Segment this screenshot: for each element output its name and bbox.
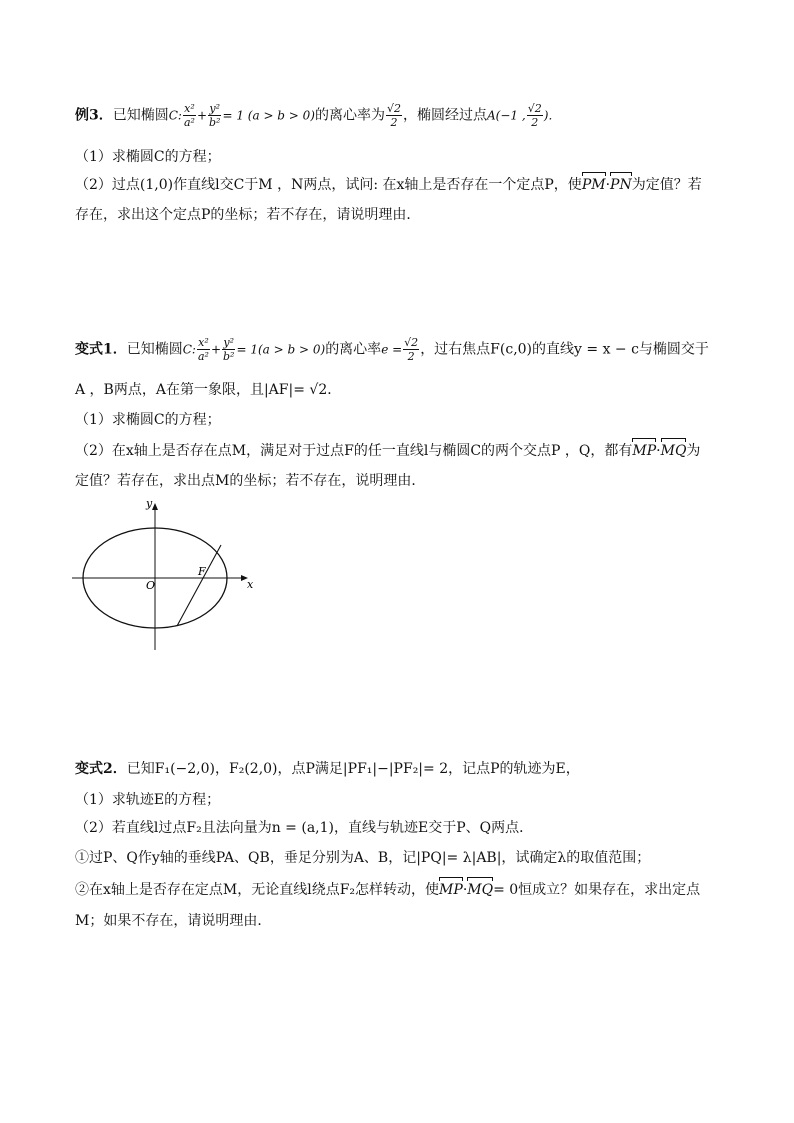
vector-mp: MP [632,443,657,459]
var1-question-2-cont: 定值？若存在，求出点M的坐标；若不存在，说明理由． [75,473,426,489]
var1-label: 变式1． [75,341,127,358]
ex3-statement: 例3．已知椭圆C: $\frac{\text{x²}}{\text{a²}}$ + $\frac{\text{y²}}{\text{b²}}$ = 1 (a > b > 0)的离心率为 $\frac{√2}{2}$ ，椭圆经过点A(−1 , $\frac{√2}{2}$ )． [75,102,561,129]
ex3-question-1: （1）求椭圆C的方程； [75,149,221,165]
ellipse-figure [70,497,260,655]
y-axis-label: y [146,497,153,510]
var2-label: 变式2． [75,761,127,777]
vector-mp: MP [439,882,463,898]
y-axis-arrow-icon [152,503,158,510]
var1-question-1: （1）求椭圆C的方程； [75,412,221,428]
vector-pm: PM [581,177,606,193]
frac-x2-a2: $\frac{\text{x²}}{\text{a²}}$ [183,102,195,129]
var1-line-2: A ，B两点，A在第一象限，且|AF|= √2． [75,382,342,398]
ex3-question-2: （2）过点(1,0)作直线l交C于M ，N两点，试问: 在x轴上是否存在一个定点P，使PM·PN为定值？若 [75,177,702,193]
ex3-question-2-cont: 存在，求出这个定点P的坐标；若不存在，请说明理由． [75,207,421,223]
frac-point-y: $\frac{√2}{2}$ [527,102,542,129]
var1-statement: 变式1．已知椭圆C: $\frac{\text{x²}}{\text{a²}}$ + $\frac{\text{y²}}{\text{b²}}$ = 1(a > b > 0)的离心率e = $\frac{√2}{2}$ ，过右焦点F(c,0)的直线y = x − c与椭圆交于 [75,336,709,363]
vector-mq: MQ [660,443,687,459]
var2-question-1: （1）求轨迹E的方程； [75,792,221,808]
var2-question-2-ii: ②在x轴上是否存在定点M，无论直线l绕点F₂怎样转动，使MP·MQ= 0恒成立？如果存在，求出定点 [75,882,701,898]
origin-label: O [146,579,156,592]
frac-y2-b2: $\frac{\text{y²}}{\text{b²}}$ [223,336,235,363]
chord-line [177,545,221,626]
frac-eccentricity: $\frac{√2}{2}$ [387,102,402,129]
frac-eccentricity: $\frac{√2}{2}$ [404,336,419,363]
focus-label: F [198,565,206,578]
var2-question-2: （2）若直线l过点F₂且法向量为n = (a,1)，直线与轨迹E交于P、Q两点． [75,820,534,836]
var2-question-2-ii-cont: M；如果不存在，请说明理由． [75,913,272,929]
frac-y2-b2: $\frac{\text{y²}}{\text{b²}}$ [209,102,221,129]
ex3-label: 例3． [75,107,113,124]
var2-statement: 变式2．已知F₁(−2,0)，F₂(2,0)，点P满足|PF₁|−|PF₂|= 2，记点P的轨迹为E， [75,761,580,777]
vector-mq: MQ [467,882,494,898]
frac-x2-a2: $\frac{\text{x²}}{\text{a²}}$ [197,336,209,363]
var1-question-2: （2）在x轴上是否存在点M，满足对于过点F的任一直线l与椭圆C的两个交点P ，Q，都有MP·MQ为 [75,443,701,459]
var2-question-2-i: ①过P、Q作y轴的垂线PA、QB，垂足分别为A、B，记|PQ|= λ|AB|，试确定λ的取值范围； [75,850,651,866]
vector-pn: PN [610,177,632,193]
x-axis-label: x [247,578,254,591]
